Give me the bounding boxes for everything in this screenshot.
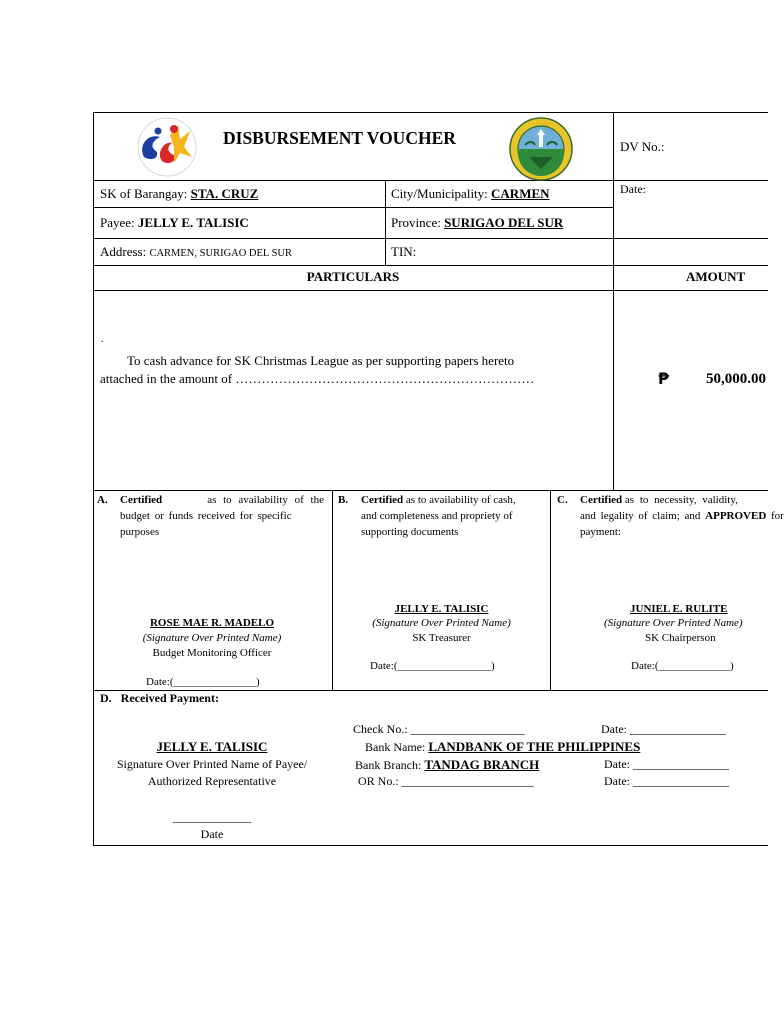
section-a-signature-label: (Signature Over Printed Name) <box>142 632 282 644</box>
section-b-letter: B. <box>338 494 349 506</box>
particulars-header: PARTICULARS <box>306 269 400 284</box>
payment-date-caption: Date <box>200 827 224 841</box>
received-payment-title: D. Received Payment: <box>100 691 219 705</box>
section-a-line2: budget or funds received for specific <box>120 510 292 522</box>
border-top <box>93 112 768 113</box>
check-date-blank[interactable]: ________________ <box>630 722 726 736</box>
amount-header: AMOUNT <box>686 269 746 284</box>
or-date-field <box>604 774 729 789</box>
address-value: CARMEN, SURIGAO DEL SUR <box>149 248 293 259</box>
section-a-line1-rest: as to availability of the <box>207 494 324 506</box>
sk-barangay-value: STA. CRUZ <box>190 186 259 201</box>
section-b-line1-rest: as to availability of cash, <box>405 494 516 506</box>
payee-signature-line1: Signature Over Printed Name of Payee/ <box>116 757 308 771</box>
divider-header-dv <box>613 112 614 490</box>
section-c-certified: Certified <box>580 494 623 506</box>
bank-branch-label: Bank Branch: <box>355 758 422 772</box>
section-b-signature-label: (Signature Over Printed Name) <box>372 617 511 629</box>
section-b-position: SK Treasurer <box>412 632 471 644</box>
section-c-date <box>631 660 734 672</box>
bank-branch-field <box>355 757 539 773</box>
rule-below-dv <box>613 180 768 181</box>
city-value: CARMEN <box>491 186 550 201</box>
section-a-date <box>146 676 260 688</box>
section-a-text-line1 <box>120 494 324 506</box>
section-c <box>551 490 784 690</box>
border-left <box>93 112 94 846</box>
payee-signatory-name: JELLY E. TALISIC <box>156 739 268 754</box>
section-c-letter: C. <box>557 494 568 506</box>
dv-no-label: DV No.: <box>620 139 665 154</box>
divider-fields <box>385 180 386 265</box>
check-no-field <box>353 722 525 737</box>
seal-text: BARANGAY SANTA CRUZ, CARMEN, SURIGAO DEL SUR <box>528 124 554 125</box>
section-a-date-label: Date:( <box>146 676 174 688</box>
section-b-date-blank[interactable]: _________________ <box>397 660 491 672</box>
barangay-seal <box>507 117 575 181</box>
section-c-text-line1 <box>580 494 738 506</box>
section-a-date-blank[interactable]: _______________ <box>173 676 256 688</box>
section-c-date-blank[interactable]: _____________ <box>658 660 730 672</box>
rule-below-payee <box>93 238 768 239</box>
bank-name-field <box>365 739 640 755</box>
rule-below-headers <box>93 290 768 291</box>
province-field <box>391 215 563 231</box>
sk-barangay-label: SK of Barangay: <box>100 186 188 201</box>
particulars-dot: . <box>101 334 104 345</box>
sk-barangay-field <box>100 186 258 202</box>
or-date-label: Date: <box>604 774 630 788</box>
section-b-signatory-name: JELLY E. TALISIC <box>394 603 489 615</box>
province-value: SURIGAO DEL SUR <box>444 215 564 230</box>
section-c-position: SK Chairperson <box>645 632 716 644</box>
section-b-date-close: ) <box>490 660 495 672</box>
section-a-date-close: ) <box>255 676 260 688</box>
payment-date-blank[interactable]: _____________ <box>173 810 251 824</box>
province-label: Province: <box>391 215 441 230</box>
bank-name-label: Bank Name: <box>365 740 426 754</box>
check-no-blank[interactable]: ___________________ <box>410 722 525 736</box>
check-date-label: Date: <box>601 722 627 736</box>
divider-a-b <box>332 490 333 690</box>
section-c-line1-rest: as to necessity, validity, <box>624 494 738 506</box>
branch-date-label: Date: <box>604 757 630 771</box>
section-b-line3: supporting documents <box>361 526 459 538</box>
section-b-date-label: Date:( <box>370 660 398 672</box>
address-label: Address: <box>100 244 147 259</box>
section-b-certified: Certified <box>361 494 404 506</box>
or-no-blank[interactable]: ______________________ <box>401 774 534 788</box>
rule-below-address <box>93 265 768 266</box>
check-date-field <box>601 722 726 737</box>
section-c-line2-post: for <box>771 510 784 522</box>
section-c-date-close: ) <box>729 660 734 672</box>
section-c-line3: payment: <box>580 526 621 538</box>
payee-field <box>100 215 249 231</box>
payee-value: JELLY E. TALISIC <box>137 215 249 230</box>
sk-logo <box>134 117 200 177</box>
section-b-date <box>370 660 495 672</box>
section-c-line2-pre: and legality of claim; and <box>580 510 701 522</box>
section-a-letter: A. <box>97 494 108 506</box>
city-label: City/Municipality: <box>391 186 488 201</box>
section-c-text-line2 <box>580 510 784 522</box>
section-c-approved: APPROVED <box>705 510 767 522</box>
particulars-line1: To cash advance for SK Christmas League as per supporting papers hereto <box>127 353 515 368</box>
section-c-signatory-name: JUNIEL E. RULITE <box>630 603 728 615</box>
branch-date-field <box>604 757 729 772</box>
section-b-line2: and completeness and propriety of <box>361 510 513 522</box>
section-a-signatory-name: ROSE MAE R. MADELO <box>149 617 275 629</box>
particulars-line2: attached in the amount of …………………………………………………………… <box>100 371 535 386</box>
voucher-title: DISBURSEMENT VOUCHER <box>223 128 456 148</box>
section-a-line3: purposes <box>120 526 160 538</box>
branch-date-blank[interactable]: ________________ <box>633 757 729 771</box>
section-a-certified: Certified <box>120 494 163 506</box>
or-no-field <box>358 774 534 789</box>
border-bottom <box>93 845 768 846</box>
rule-below-barangay <box>93 207 613 208</box>
section-c-date-label: Date:( <box>631 660 659 672</box>
payee-signature-line2: Authorized Representative <box>147 774 277 788</box>
sk-logo-text: SK <box>166 151 168 152</box>
section-a-position: Budget Monitoring Officer <box>152 647 272 659</box>
date-label: Date: <box>620 182 646 196</box>
bank-name-value: LANDBANK OF THE PHILIPPINES <box>428 739 641 754</box>
currency-symbol: ₱ <box>658 369 670 388</box>
city-field <box>391 186 550 202</box>
or-date-blank[interactable]: ________________ <box>633 774 729 788</box>
payee-label: Payee: <box>100 215 135 230</box>
amount-value: 50,000.00 <box>706 371 766 387</box>
check-no-label: Check No.: <box>353 722 408 736</box>
address-field <box>100 244 292 260</box>
tin-label: TIN: <box>391 244 417 259</box>
bank-branch-value: TANDAG BRANCH <box>424 757 540 772</box>
or-no-label: OR No.: <box>358 774 399 788</box>
section-b-text-line1 <box>361 494 516 506</box>
section-c-signature-label: (Signature Over Printed Name) <box>604 617 743 629</box>
